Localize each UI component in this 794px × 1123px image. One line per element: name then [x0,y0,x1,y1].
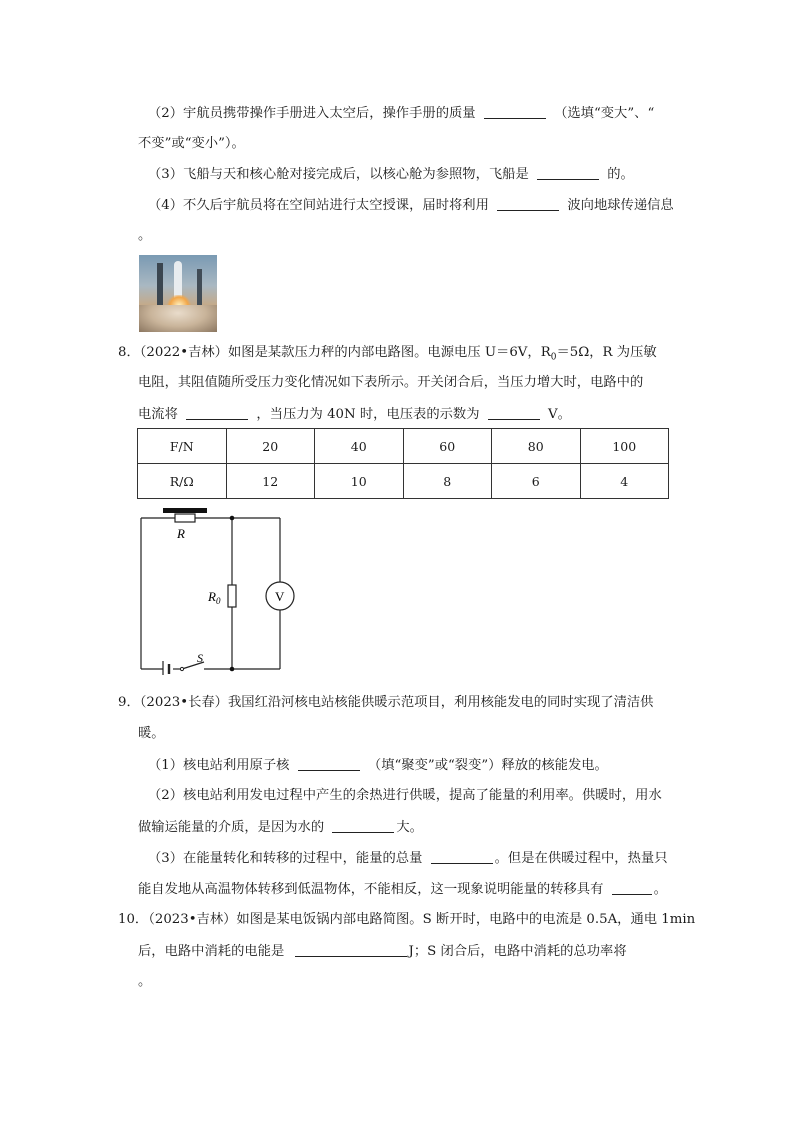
table-cell: 20 [226,429,315,464]
answer-blank[interactable] [488,405,540,420]
q7-part2-line2: 不变”或“变小”）。 [138,136,245,151]
q10-line3: 。 [138,974,152,989]
circuit-diagram [135,505,295,675]
q7-part4-line1: （4）不久后宇航员将在空间站进行太空授课，届时将利用 波向地球传递信息 [148,198,674,213]
switch-label: S [197,651,203,665]
rocket-launch-image [139,255,217,332]
q9-line2: 暖。 [138,726,165,741]
q10-line1: 10．（2023•吉林）如图是某电饭锅内部电路简图。S 断开时，电路中的电流是 0.5A，通电 1min [118,912,696,927]
table-cell: 8 [403,464,492,499]
q7-part2-line1: （2）宇航员携带操作手册进入太空后，操作手册的质量 （选填“变大”、“ [148,106,655,121]
table-row [138,464,669,499]
resistor-r-label: R [177,526,185,541]
q10-line2: 后，电路中消耗的电能是 J；S 闭合后，电路中消耗的总功率将 [138,944,627,959]
answer-blank[interactable] [484,104,546,119]
pressure-plate [163,508,207,513]
answer-blank[interactable] [612,880,652,895]
q8-line3: 电流将 ，当压力为 40N 时，电压表的示数为 V。 [138,407,571,422]
q9-line1: 9．（2023•长春）我国红沿河核电站核能供暖示范项目，利用核能发电的同时实现了清洁供 [118,695,654,710]
q9-part1: （1）核电站利用原子核 （填“聚变”或“裂变”）释放的核能发电。 [148,758,608,773]
junction-dot [230,667,235,672]
answer-blank[interactable] [497,196,559,211]
table-cell: 4 [580,464,669,499]
q8-line2: 电阻，其阻值随所受压力变化情况如下表所示。开关闭合后，当压力增大时，电路中的 [138,375,644,390]
answer-blank[interactable] [295,942,407,957]
table-cell: 10 [315,464,404,499]
table-cell: 40 [315,429,404,464]
table-header-cell: R/Ω [138,464,227,499]
answer-blank[interactable] [431,849,493,864]
table-cell: 60 [403,429,492,464]
table-cell: 6 [492,464,581,499]
q9-part3-line1: （3）在能量转化和转移的过程中，能量的总量 。但是在供暖过程中，热量只 [148,851,668,866]
table-row [138,429,669,464]
junction-dot [230,516,235,521]
switch-contact [180,667,183,670]
q9-part2-line2: 做输运能量的介质，是因为水的 大。 [138,820,423,835]
answer-blank[interactable] [298,756,360,771]
q9-part2-line1: （2）核电站利用发电过程中产生的余热进行供暖，提高了能量的利用率。供暖时，用水 [148,788,662,803]
resistor-r [175,514,195,522]
table-header-cell: F/N [138,429,227,464]
resistor-r0-label: $R_0$ [208,589,221,606]
answer-blank[interactable] [186,405,248,420]
table-cell: 12 [226,464,315,499]
force-resistance-table [137,428,669,499]
voltmeter-label: V [275,589,285,604]
q7-part3: （3）飞船与天和核心舱对接完成后，以核心舱为参照物，飞船是 的。 [148,167,634,182]
q9-part3-line2: 能自发地从高温物体转移到低温物体，不能相反，这一现象说明能量的转移具有 。 [138,882,667,897]
answer-blank[interactable] [332,818,394,833]
resistor-r0 [228,585,236,607]
q7-part4-line2: 。 [138,228,152,243]
q8-line1: 8．（2022•吉林）如图是某款压力秤的内部电路图。电源电压 U＝6V，$R_0=5\Omega$，R 为压敏 [118,345,657,363]
answer-blank[interactable] [537,165,599,180]
table-cell: 100 [580,429,669,464]
table-cell: 80 [492,429,581,464]
